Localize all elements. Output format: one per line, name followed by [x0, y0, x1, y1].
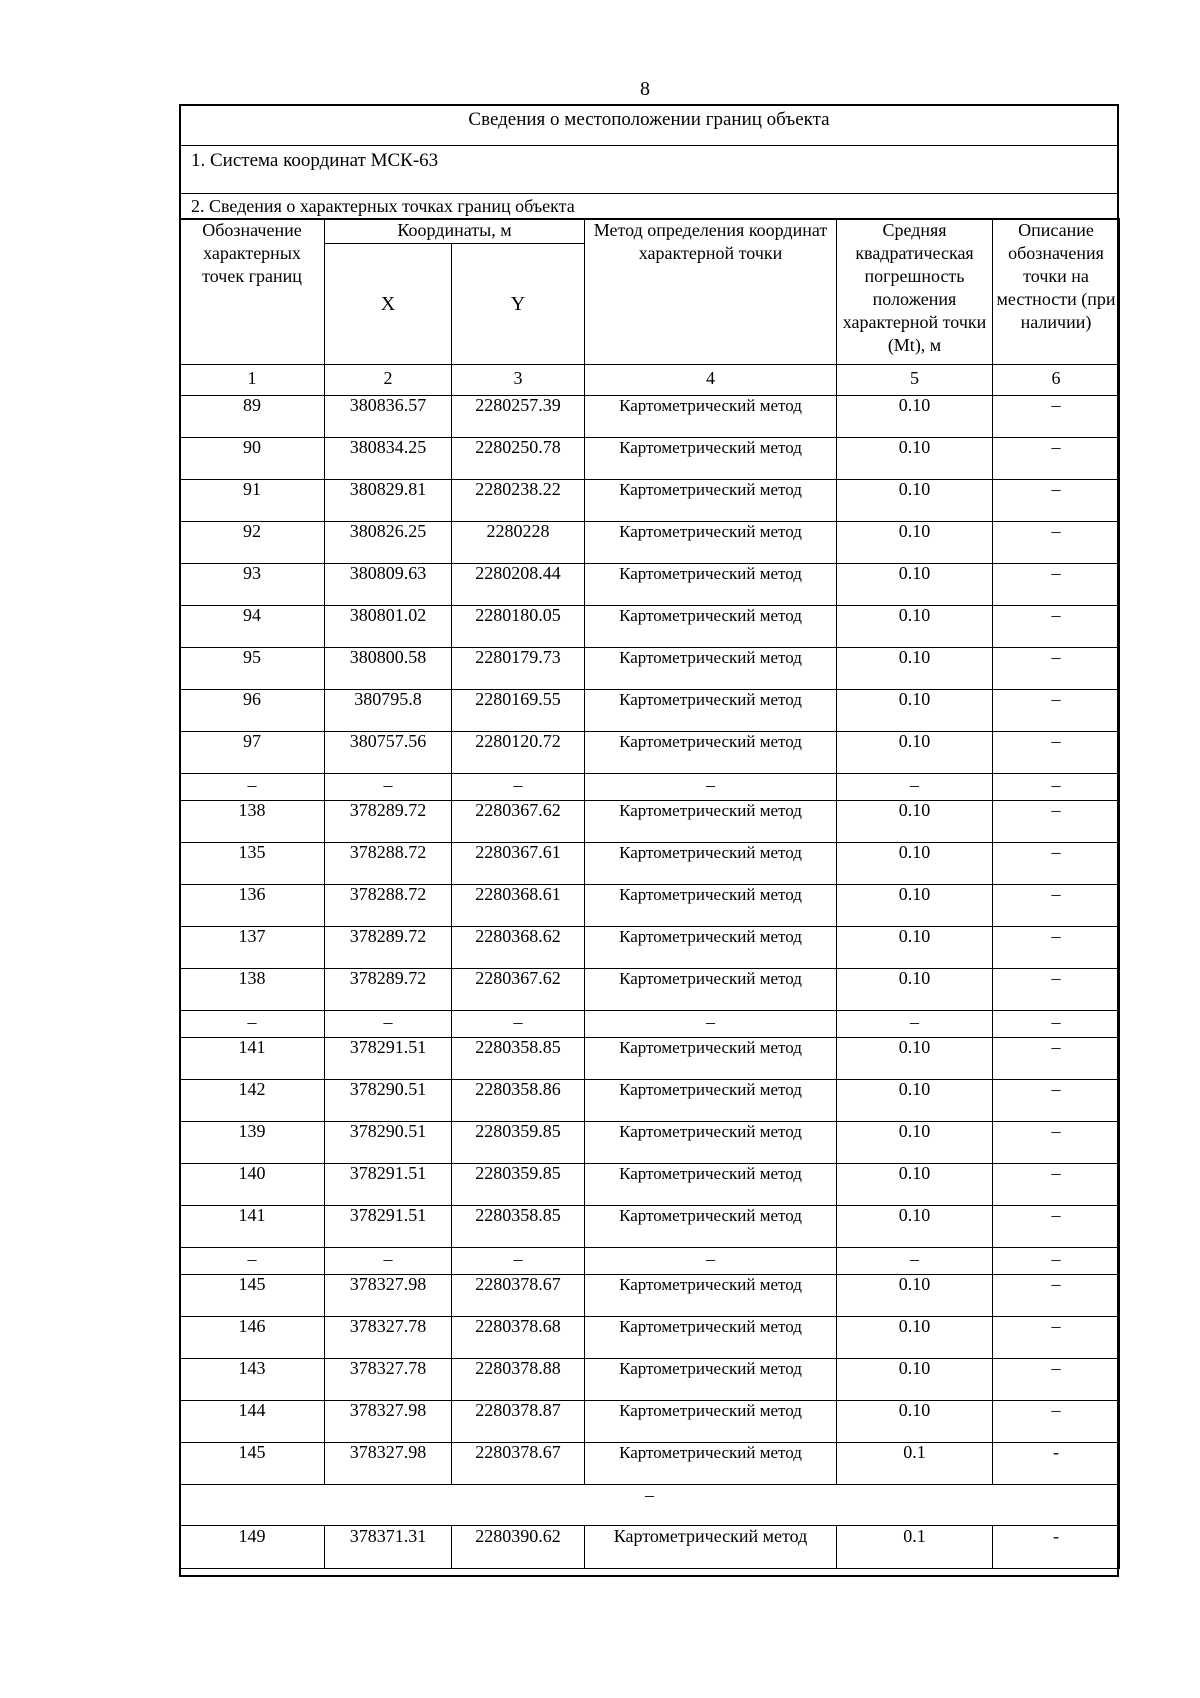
- x-coordinate-cell: –: [325, 1248, 452, 1275]
- description-cell: –: [993, 1248, 1120, 1275]
- header-coords: Координаты, м: [325, 219, 585, 244]
- error-cell: 0.10: [837, 1164, 993, 1206]
- table-row: [180, 1122, 1120, 1164]
- method-cell: Картометрический метод: [585, 1080, 837, 1122]
- point-number-cell: 139: [180, 1122, 325, 1164]
- method-cell: Картометрический метод: [585, 1443, 837, 1485]
- point-number-cell: 144: [180, 1401, 325, 1443]
- point-number-cell: 140: [180, 1164, 325, 1206]
- x-coordinate-cell: 380834.25: [325, 438, 452, 480]
- y-coordinate-cell: 2280358.85: [452, 1206, 585, 1248]
- document-frame: [179, 104, 1119, 1577]
- column-number: 3: [452, 365, 585, 396]
- error-cell: 0.10: [837, 732, 993, 774]
- x-coordinate-cell: 378291.51: [325, 1206, 452, 1248]
- method-cell: Картометрический метод: [585, 1164, 837, 1206]
- point-number-cell: 97: [180, 732, 325, 774]
- x-coordinate-cell: 378290.51: [325, 1080, 452, 1122]
- method-cell: Картометрический метод: [585, 969, 837, 1011]
- description-cell: –: [993, 801, 1120, 843]
- y-coordinate-cell: 2280378.67: [452, 1443, 585, 1485]
- point-number-cell: 92: [180, 522, 325, 564]
- point-number-cell: 90: [180, 438, 325, 480]
- error-cell: –: [837, 1011, 993, 1038]
- table-row: [180, 885, 1120, 927]
- table-row: [180, 480, 1120, 522]
- x-coordinate-cell: 380757.56: [325, 732, 452, 774]
- table-row: [180, 648, 1120, 690]
- table-row: [180, 1164, 1120, 1206]
- column-number: 5: [837, 365, 993, 396]
- description-cell: –: [993, 648, 1120, 690]
- error-cell: –: [837, 774, 993, 801]
- method-cell: Картометрический метод: [585, 1275, 837, 1317]
- y-coordinate-cell: 2280120.72: [452, 732, 585, 774]
- description-cell: –: [993, 885, 1120, 927]
- table-row: [180, 1401, 1120, 1443]
- y-coordinate-cell: 2280238.22: [452, 480, 585, 522]
- description-cell: –: [993, 564, 1120, 606]
- table-row: [180, 927, 1120, 969]
- error-cell: 0.10: [837, 564, 993, 606]
- y-coordinate-cell: 2280359.85: [452, 1164, 585, 1206]
- method-cell: Картометрический метод: [585, 606, 837, 648]
- x-coordinate-cell: 378289.72: [325, 801, 452, 843]
- x-coordinate-cell: –: [325, 1011, 452, 1038]
- table-row: [180, 1038, 1120, 1080]
- point-number-cell: 142: [180, 1080, 325, 1122]
- description-cell: –: [993, 1011, 1120, 1038]
- y-coordinate-cell: 2280378.67: [452, 1275, 585, 1317]
- y-coordinate-cell: 2280367.61: [452, 843, 585, 885]
- table-row: [180, 606, 1120, 648]
- error-cell: 0.10: [837, 801, 993, 843]
- y-coordinate-cell: 2280208.44: [452, 564, 585, 606]
- x-coordinate-cell: 378327.98: [325, 1401, 452, 1443]
- description-cell: –: [993, 690, 1120, 732]
- point-number-cell: 141: [180, 1206, 325, 1248]
- error-cell: 0.10: [837, 843, 993, 885]
- table-row: [180, 1526, 1120, 1569]
- method-cell: Картометрический метод: [585, 1526, 837, 1569]
- table-row: [180, 1248, 1120, 1275]
- y-coordinate-cell: 2280367.62: [452, 801, 585, 843]
- error-cell: 0.10: [837, 927, 993, 969]
- error-cell: 0.10: [837, 522, 993, 564]
- table-body: [180, 396, 1120, 1569]
- error-cell: 0.10: [837, 885, 993, 927]
- point-number-cell: 95: [180, 648, 325, 690]
- description-cell: -: [993, 1443, 1120, 1485]
- empty-row-cell: –: [180, 1485, 1120, 1526]
- description-cell: -: [993, 1526, 1120, 1569]
- point-number-cell: 89: [180, 396, 325, 438]
- y-coordinate-cell: 2280180.05: [452, 606, 585, 648]
- y-coordinate-cell: –: [452, 1248, 585, 1275]
- x-coordinate-cell: 380800.58: [325, 648, 452, 690]
- table-row: [180, 564, 1120, 606]
- x-coordinate-cell: 380829.81: [325, 480, 452, 522]
- description-cell: –: [993, 522, 1120, 564]
- method-cell: Картометрический метод: [585, 1038, 837, 1080]
- error-cell: –: [837, 1248, 993, 1275]
- point-number-cell: –: [180, 774, 325, 801]
- table-row: [180, 1011, 1120, 1038]
- error-cell: 0.1: [837, 1526, 993, 1569]
- column-number: 6: [993, 365, 1120, 396]
- x-coordinate-cell: 378327.98: [325, 1275, 452, 1317]
- x-coordinate-cell: 378288.72: [325, 885, 452, 927]
- point-number-cell: 137: [180, 927, 325, 969]
- error-cell: 0.1: [837, 1443, 993, 1485]
- description-cell: –: [993, 480, 1120, 522]
- column-number: 1: [180, 365, 325, 396]
- document-title: Сведения о местоположении границ объекта: [181, 106, 1117, 146]
- header-x: X: [325, 244, 452, 365]
- point-number-cell: –: [180, 1248, 325, 1275]
- method-cell: Картометрический метод: [585, 1122, 837, 1164]
- point-number-cell: 146: [180, 1317, 325, 1359]
- x-coordinate-cell: 378289.72: [325, 927, 452, 969]
- y-coordinate-cell: 2280169.55: [452, 690, 585, 732]
- error-cell: 0.10: [837, 606, 993, 648]
- method-cell: Картометрический метод: [585, 648, 837, 690]
- table-row: [180, 690, 1120, 732]
- x-coordinate-cell: 378327.78: [325, 1359, 452, 1401]
- section-points-heading: 2. Сведения о характерных точках границ объекта: [181, 194, 1117, 220]
- method-cell: Картометрический метод: [585, 1206, 837, 1248]
- x-coordinate-cell: –: [325, 774, 452, 801]
- x-coordinate-cell: 378289.72: [325, 969, 452, 1011]
- header-row: [180, 219, 1120, 244]
- method-cell: Картометрический метод: [585, 927, 837, 969]
- description-cell: –: [993, 1401, 1120, 1443]
- x-coordinate-cell: 380801.02: [325, 606, 452, 648]
- error-cell: 0.10: [837, 1080, 993, 1122]
- point-number-cell: 96: [180, 690, 325, 732]
- y-coordinate-cell: 2280368.62: [452, 927, 585, 969]
- point-number-cell: 93: [180, 564, 325, 606]
- error-cell: 0.10: [837, 1359, 993, 1401]
- x-coordinate-cell: 378371.31: [325, 1526, 452, 1569]
- y-coordinate-cell: –: [452, 1011, 585, 1038]
- y-coordinate-cell: 2280378.88: [452, 1359, 585, 1401]
- point-number-cell: 135: [180, 843, 325, 885]
- error-cell: 0.10: [837, 396, 993, 438]
- method-cell: –: [585, 1248, 837, 1275]
- x-coordinate-cell: 378290.51: [325, 1122, 452, 1164]
- description-cell: –: [993, 774, 1120, 801]
- method-cell: Картометрический метод: [585, 843, 837, 885]
- table-row: [180, 1317, 1120, 1359]
- point-number-cell: 149: [180, 1526, 325, 1569]
- point-number-cell: 145: [180, 1443, 325, 1485]
- table-row: [180, 774, 1120, 801]
- x-coordinate-cell: 378327.78: [325, 1317, 452, 1359]
- method-cell: –: [585, 774, 837, 801]
- method-cell: Картометрический метод: [585, 885, 837, 927]
- method-cell: Картометрический метод: [585, 396, 837, 438]
- point-number-cell: 141: [180, 1038, 325, 1080]
- method-cell: Картометрический метод: [585, 1401, 837, 1443]
- table-row: [180, 438, 1120, 480]
- header-designation: Обозначение характерных точек границ: [180, 219, 325, 365]
- x-coordinate-cell: 378327.98: [325, 1443, 452, 1485]
- method-cell: Картометрический метод: [585, 732, 837, 774]
- description-cell: –: [993, 1359, 1120, 1401]
- error-cell: 0.10: [837, 690, 993, 732]
- x-coordinate-cell: 380836.57: [325, 396, 452, 438]
- table-row: [180, 843, 1120, 885]
- table-row: [180, 522, 1120, 564]
- y-coordinate-cell: 2280179.73: [452, 648, 585, 690]
- x-coordinate-cell: 378291.51: [325, 1164, 452, 1206]
- y-coordinate-cell: 2280359.85: [452, 1122, 585, 1164]
- y-coordinate-cell: 2280257.39: [452, 396, 585, 438]
- table-row: [180, 969, 1120, 1011]
- description-cell: –: [993, 1038, 1120, 1080]
- error-cell: 0.10: [837, 648, 993, 690]
- method-cell: –: [585, 1011, 837, 1038]
- point-number-cell: 143: [180, 1359, 325, 1401]
- description-cell: –: [993, 1122, 1120, 1164]
- description-cell: –: [993, 732, 1120, 774]
- header-description: Описание обозначения точки на местности (при наличии): [993, 219, 1120, 365]
- description-cell: –: [993, 438, 1120, 480]
- error-cell: 0.10: [837, 1317, 993, 1359]
- table-row: [180, 1485, 1120, 1526]
- error-cell: 0.10: [837, 438, 993, 480]
- point-number-cell: 136: [180, 885, 325, 927]
- error-cell: 0.10: [837, 1038, 993, 1080]
- error-cell: 0.10: [837, 480, 993, 522]
- point-number-cell: –: [180, 1011, 325, 1038]
- point-number-cell: 138: [180, 969, 325, 1011]
- x-coordinate-cell: 378291.51: [325, 1038, 452, 1080]
- x-coordinate-cell: 380826.25: [325, 522, 452, 564]
- method-cell: Картометрический метод: [585, 480, 837, 522]
- section-coordinate-system: 1. Система координат МСК-63: [181, 146, 1117, 194]
- table-row: [180, 1359, 1120, 1401]
- error-cell: 0.10: [837, 1122, 993, 1164]
- description-cell: –: [993, 843, 1120, 885]
- column-number: 4: [585, 365, 837, 396]
- description-cell: –: [993, 969, 1120, 1011]
- table-row: [180, 732, 1120, 774]
- point-number-cell: 145: [180, 1275, 325, 1317]
- y-coordinate-cell: 2280390.62: [452, 1526, 585, 1569]
- error-cell: 0.10: [837, 1401, 993, 1443]
- column-number-row: [180, 365, 1120, 396]
- x-coordinate-cell: 380795.8: [325, 690, 452, 732]
- page-number: 8: [640, 78, 650, 100]
- y-coordinate-cell: 2280368.61: [452, 885, 585, 927]
- table-row: [180, 1275, 1120, 1317]
- table-row: [180, 801, 1120, 843]
- description-cell: –: [993, 1080, 1120, 1122]
- description-cell: –: [993, 606, 1120, 648]
- method-cell: Картометрический метод: [585, 438, 837, 480]
- table-row: [180, 1206, 1120, 1248]
- y-coordinate-cell: 2280250.78: [452, 438, 585, 480]
- method-cell: Картометрический метод: [585, 564, 837, 606]
- method-cell: Картометрический метод: [585, 1359, 837, 1401]
- description-cell: –: [993, 1206, 1120, 1248]
- point-number-cell: 94: [180, 606, 325, 648]
- method-cell: Картометрический метод: [585, 522, 837, 564]
- description-cell: –: [993, 1317, 1120, 1359]
- point-number-cell: 138: [180, 801, 325, 843]
- table-row: [180, 1080, 1120, 1122]
- y-coordinate-cell: 2280367.62: [452, 969, 585, 1011]
- column-number: 2: [325, 365, 452, 396]
- error-cell: 0.10: [837, 969, 993, 1011]
- description-cell: –: [993, 1164, 1120, 1206]
- header-method: Метод определения координат характерной точки: [585, 219, 837, 365]
- point-number-cell: 91: [180, 480, 325, 522]
- y-coordinate-cell: 2280228: [452, 522, 585, 564]
- description-cell: –: [993, 1275, 1120, 1317]
- error-cell: 0.10: [837, 1275, 993, 1317]
- y-coordinate-cell: 2280358.85: [452, 1038, 585, 1080]
- method-cell: Картометрический метод: [585, 1317, 837, 1359]
- table-row: [180, 396, 1120, 438]
- error-cell: 0.10: [837, 1206, 993, 1248]
- header-y: Y: [452, 244, 585, 365]
- boundary-points-table: [179, 218, 1120, 1569]
- method-cell: Картометрический метод: [585, 801, 837, 843]
- header-error: Средняя квадратическая погрешность положения характерной точки (Mt), м: [837, 219, 993, 365]
- y-coordinate-cell: 2280378.68: [452, 1317, 585, 1359]
- description-cell: –: [993, 927, 1120, 969]
- y-coordinate-cell: –: [452, 774, 585, 801]
- y-coordinate-cell: 2280378.87: [452, 1401, 585, 1443]
- y-coordinate-cell: 2280358.86: [452, 1080, 585, 1122]
- method-cell: Картометрический метод: [585, 690, 837, 732]
- x-coordinate-cell: 380809.63: [325, 564, 452, 606]
- table-row: [180, 1443, 1120, 1485]
- description-cell: –: [993, 396, 1120, 438]
- x-coordinate-cell: 378288.72: [325, 843, 452, 885]
